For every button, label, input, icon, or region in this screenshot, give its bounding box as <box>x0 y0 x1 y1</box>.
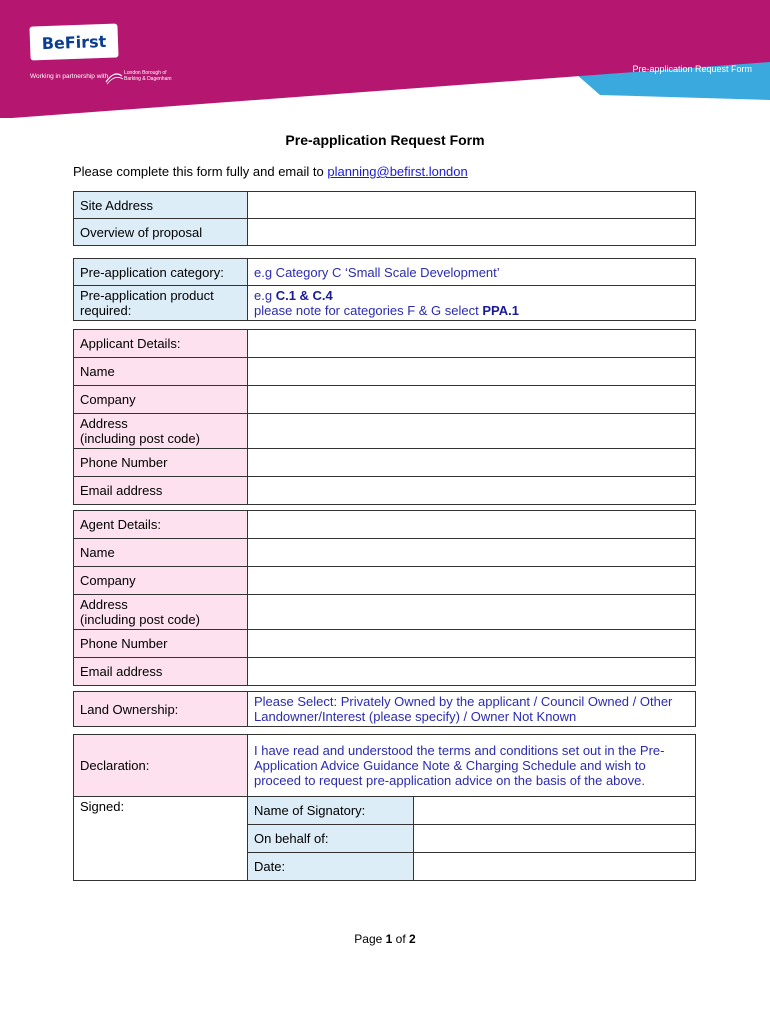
date-field[interactable] <box>414 853 696 881</box>
applicant-email-field[interactable] <box>248 477 696 505</box>
intro-sentence: Please complete this form fully and email to <box>73 164 328 179</box>
declaration-text: I have read and understood the terms and conditions set out in the Pre-Application Advice Guidance Note & Charging Schedule and wish to proceed to request pre-application advice on the basis of the above. <box>248 735 696 797</box>
banner-graphic <box>0 0 770 120</box>
applicant-heading: Applicant Details: <box>74 330 248 358</box>
product-prefix: e.g <box>254 288 276 303</box>
agent-heading: Agent Details: <box>74 511 248 539</box>
product-note <box>254 303 689 318</box>
signatory-field[interactable] <box>414 797 696 825</box>
page-total: 2 <box>409 932 416 946</box>
overview-field[interactable] <box>248 219 696 246</box>
product-codes: C.1 & C.4 <box>275 288 333 303</box>
product-field[interactable] <box>248 286 696 321</box>
applicant-table <box>73 329 696 505</box>
agent-phone-field[interactable] <box>248 630 696 658</box>
land-ownership-field[interactable]: Please Select: Privately Owned by the applicant / Council Owned / Other Landowner/Interest (please specify) / Owner Not Known <box>248 692 696 727</box>
applicant-address-label <box>74 414 248 449</box>
signed-label: Signed: <box>74 797 248 881</box>
signatory-label: Name of Signatory: <box>248 797 414 825</box>
intro-text <box>73 164 468 179</box>
partner-text: Working in partnership with <box>30 73 109 80</box>
logo-text: BeFirst <box>41 31 107 53</box>
header-banner <box>0 0 770 120</box>
product-example <box>254 288 689 303</box>
agent-address-title: Address <box>80 597 128 612</box>
page-number: 1 <box>385 932 393 946</box>
site-address-label: Site Address <box>74 192 248 219</box>
council-logo <box>104 68 172 88</box>
product-note-text: please note for categories F & G select <box>254 303 483 318</box>
applicant-name-field[interactable] <box>248 358 696 386</box>
applicant-phone-label: Phone Number <box>74 449 248 477</box>
agent-email-field[interactable] <box>248 658 696 686</box>
agent-table <box>73 510 696 686</box>
applicant-name-label: Name <box>74 358 248 386</box>
applicant-email-label: Email address <box>74 477 248 505</box>
agent-company-field[interactable] <box>248 567 696 595</box>
site-table <box>73 191 696 246</box>
product-note-code: PPA.1 <box>482 303 519 318</box>
agent-name-field[interactable] <box>248 539 696 567</box>
land-ownership-label: Land Ownership: <box>74 692 248 727</box>
behalf-field[interactable] <box>414 825 696 853</box>
applicant-company-field[interactable] <box>248 386 696 414</box>
declaration-table <box>73 734 696 881</box>
product-label: Pre-application product required: <box>74 286 248 321</box>
behalf-label: On behalf of: <box>248 825 414 853</box>
agent-address-sub: (including post code) <box>80 612 200 627</box>
applicant-address-sub: (including post code) <box>80 431 200 446</box>
applicant-heading-field[interactable] <box>248 330 696 358</box>
category-label: Pre-application category: <box>74 259 248 286</box>
council-emblem-icon <box>104 68 124 86</box>
agent-phone-label: Phone Number <box>74 630 248 658</box>
declaration-label: Declaration: <box>74 735 248 797</box>
land-table <box>73 691 696 727</box>
page-title: Pre-application Request Form <box>285 132 485 148</box>
date-label: Date: <box>248 853 414 881</box>
category-field[interactable]: e.g Category C ‘Small Scale Development’ <box>248 259 696 286</box>
applicant-phone-field[interactable] <box>248 449 696 477</box>
agent-address-field[interactable] <box>248 595 696 630</box>
applicant-company-label: Company <box>74 386 248 414</box>
page-footer <box>0 932 770 946</box>
category-table <box>73 258 696 321</box>
council-logo-text: London Borough of Barking & Dagenham <box>124 70 172 82</box>
banner-title: Pre-application Request Form <box>632 64 752 74</box>
befirst-logo <box>29 23 118 60</box>
overview-label: Overview of proposal <box>74 219 248 246</box>
email-link[interactable]: planning@befirst.london <box>327 164 468 179</box>
site-address-field[interactable] <box>248 192 696 219</box>
agent-heading-field[interactable] <box>248 511 696 539</box>
page-word: Page <box>354 932 386 946</box>
agent-company-label: Company <box>74 567 248 595</box>
agent-email-label: Email address <box>74 658 248 686</box>
of-word: of <box>392 932 410 946</box>
agent-address-label <box>74 595 248 630</box>
applicant-address-field[interactable] <box>248 414 696 449</box>
applicant-address-title: Address <box>80 416 128 431</box>
agent-name-label: Name <box>74 539 248 567</box>
